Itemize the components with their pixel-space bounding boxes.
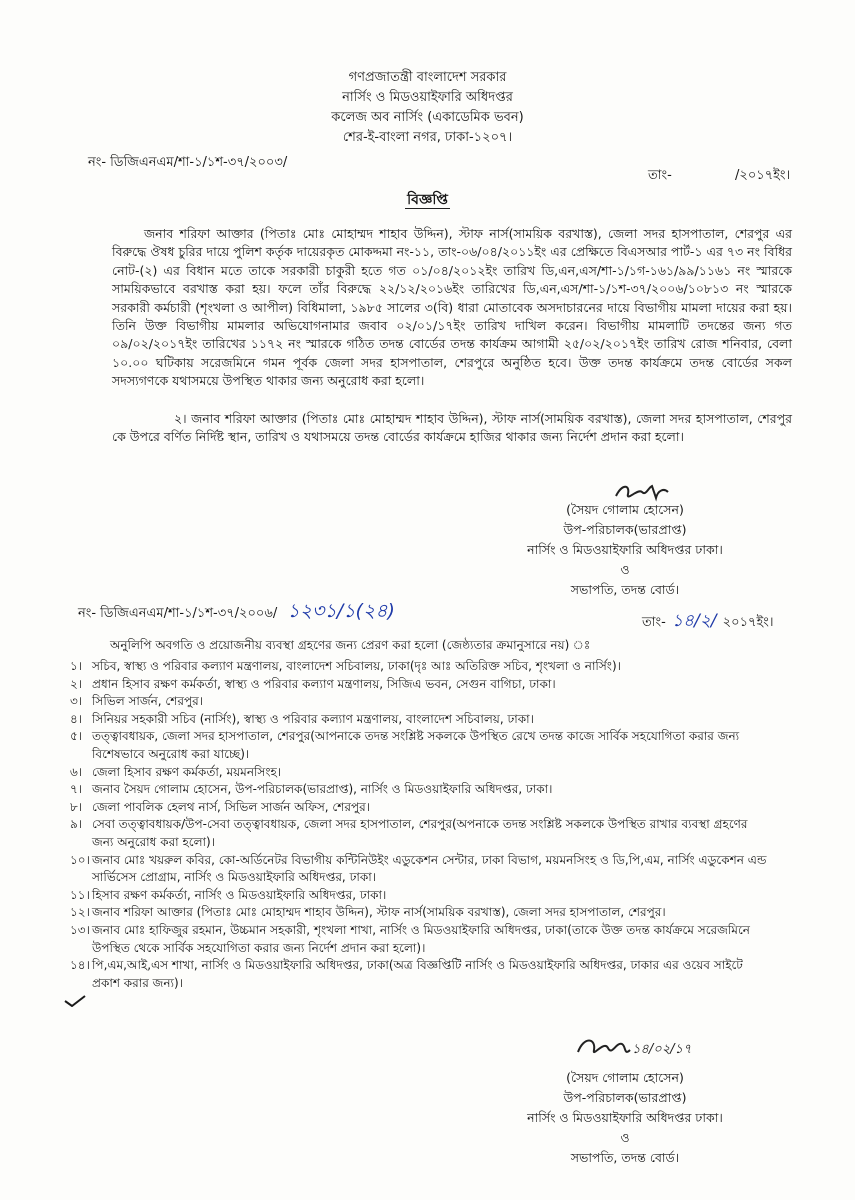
- copy-recipient-item: [70, 852, 770, 887]
- notice-paragraph-2: ২। জনাব শরিফা আক্তার (পিতাঃ মোঃ মোহাম্মদ শাহাব উদ্দিন), স্টাফ নার্স(সাময়িক বরখাস্ত), জেলা সদর হাসপাতাল, শেরপুর কে উপরে বর্ণিত নির্দিষ্ট স্থান, তারিখ ও যথাসময়ে তদন্ত বোর্ডের কার্যক্রমে হাজির থাকার জন্য নির্দেশ প্রদান করা হলো।: [112, 411, 792, 445]
- copy-recipient-text: সচিব, স্বাস্থ্য ও পরিবার কল্যাণ মন্ত্রণালয়, বাংলাদেশ সচিবালয়, ঢাকা(দৃঃ আঃ অতিরিক্ত সচিব, শৃংখলা ও নার্সিং)।: [92, 659, 621, 673]
- copy-recipient-item: [70, 957, 770, 992]
- copy-recipient-item: [70, 887, 770, 905]
- copy-recipient-item: [70, 693, 770, 711]
- copy-recipient-number: ৫।: [70, 729, 83, 744]
- copy-recipient-text: জনাব সৈয়দ গোলাম হোসেন, উপ-পরিচালক(ভারপ্রাপ্ত), নার্সিং ও মিডওয়াইফারি অধিদপ্তর, ঢাকা।: [92, 782, 553, 797]
- copy-recipient-text: জনাব শরিফা আক্তার (পিতাঃ মোঃ মোহাম্মদ শাহাব উদ্দিন), স্টাফ নার্স(সাময়িক বরখাস্ত), জেলা সদর হাসপাতাল, শেরপুর।: [92, 905, 666, 920]
- copy-recipient-number: ১০।: [70, 852, 90, 867]
- office-header: [0, 68, 855, 148]
- copy-recipient-item: [70, 728, 770, 763]
- copy-memo-date: [642, 612, 773, 632]
- copy-recipient-number: ৮।: [70, 799, 83, 814]
- copy-recipient-text: প্রধান হিসাব রক্ষণ কর্মকর্তা, স্বাস্থ্য ও পরিবার কল্যাণ মন্ত্রণালয়, সিজিএ ভবন, সেগুন বাগিচা, ঢাকা।: [92, 676, 556, 691]
- copy-recipient-list: [70, 658, 770, 992]
- copy-recipient-number: ১১।: [70, 887, 90, 902]
- signature-block-1: [520, 500, 730, 600]
- copy-recipient-number: ১।: [70, 659, 83, 673]
- header-line-directorate: নার্সিং ও মিডওয়াইফারি অধিদপ্তর: [342, 90, 513, 105]
- signatory-role: সভাপতি, তদন্ত বোর্ড।: [570, 582, 680, 597]
- checkmark-icon: [64, 995, 86, 1007]
- copy-recipient-item: [70, 764, 770, 782]
- signatory-2-office: নার্সিং ও মিডওয়াইফারি অধিদপ্তর ঢাকা।: [527, 1110, 723, 1125]
- memo-date-value: /২০১৭ইং।: [735, 168, 791, 183]
- signatory-designation: উপ-পরিচালক(ভারপ্রাপ্ত): [563, 522, 687, 537]
- copy-recipient-number: ১২।: [70, 905, 90, 920]
- copy-memo-printed-ref: নং- ডিজিএনএম/শা-১/১শ-৩৭/২০০৬/: [78, 606, 278, 621]
- copy-recipient-text: সিনিয়র সহকারী সচিব (নার্সিং), স্বাস্থ্য ও পরিবার কল্যাণ মন্ত্রণালয়, বাংলাদেশ সচিবালয়, ঢাকা।: [92, 711, 534, 726]
- copy-recipient-text: তত্ত্বাবধায়ক, জেলা সদর হাসপাতাল, শেরপুর(আপনাকে তদন্ত সংশ্লিষ্ট সকলকে উপস্থিত রেখে তদন্ত কাজে সার্বিক সহযোগিতা করার জন্য বিশেষভাবে অনুরোধ করা যাচ্ছে)।: [92, 729, 740, 761]
- copy-recipient-text: জনাব মোঃ হাফিজুর রহমান, উচ্চমান সহকারী, শৃংখলা শাখা, নার্সিং ও মিডওয়াইফারি অধিদপ্তর, ঢাকা(তাকে উক্ত তদন্ত কার্যক্রমে সরেজমিনে উপস্থিত থেকে সার্বিক সহযোগিতা করার জন্য নির্দেশ প্রদান করা হলো)।: [92, 922, 750, 955]
- copy-recipient-text: জেলা হিসাব রক্ষণ কর্মকর্তা, ময়মনসিংহ।: [92, 764, 282, 779]
- memo-reference: নং- ডিজিএনএম/শা-১/১শ-৩৭/২০০৩/: [88, 155, 288, 170]
- copy-memo-handwritten-ref: ১২৩১/১(২৪): [287, 600, 395, 622]
- header-line-address: শের-ই-বাংলা নগর, ঢাকা-১২০৭।: [342, 130, 513, 145]
- notice-title: বিজ্ঞপ্তি: [407, 192, 448, 208]
- copy-recipient-number: ৭।: [70, 782, 83, 797]
- copy-recipient-text: পি,এম,আই,এস শাখা, নার্সিং ও মিডওয়াইফারি অধিদপ্তর, ঢাকা(অত্র বিজ্ঞপ্তিটি নার্সিং ও মিডওয়াইফারি অধিদপ্তর, ঢাকার এর ওয়েব সাইটে প্রকাশ করার জন্য)।: [92, 958, 743, 990]
- signatory-2-and: ও: [620, 1130, 630, 1145]
- copy-memo-reference: [78, 602, 395, 623]
- signatory-2-name: (সৈয়দ গোলাম হোসেন): [566, 1070, 684, 1085]
- copy-recipient-item: [70, 781, 770, 799]
- copy-recipient-number: ৪।: [70, 711, 83, 726]
- copy-recipient-text: সেবা তত্ত্বাবধায়ক/উপ-সেবা তত্ত্বাবধায়ক, জেলা সদর হাসপাতাল, শেরপুর(অপনাকে তদন্ত সংশ্লিষ্ট সকলকে উপস্থিত রাখার ব্যবস্থা গ্রহণের জন্য অনুরোধ করা হলো)।: [92, 817, 748, 849]
- memo-date-label: তাং-: [648, 168, 672, 183]
- copy-recipient-number: ২।: [70, 676, 83, 691]
- signatory-office: নার্সিং ও মিডওয়াইফারি অধিদপ্তর ঢাকা।: [527, 542, 723, 557]
- header-line-college: কলেজ অব নার্সিং (একাডেমিক ভবন): [331, 110, 524, 125]
- copy-recipient-text: জেলা পাবলিক হেলথ নার্স, সিভিল সার্জন অফিস, শেরপুর।: [92, 799, 370, 814]
- notice-paragraph-1: জনাব শরিফা আক্তার (পিতাঃ মোঃ মোহাম্মদ শাহাব উদ্দিন), স্টাফ নার্স(সাময়িক বরখাস্ত), জেলা সদর হাসপাতাল, শেরপুর এর বিরুদ্ধে ঔষধ চুরির দায়ে পুলিশ কর্তৃক দায়েরকৃত মোকদ্দমা নং-১১, তাং-০৬/০৪/২০১১ইং এর প্রেক্ষিতে বিএসআর পার্ট-১ এর ৭৩ নং বিধির নোট-(২) এর বিধান মতে তাকে সরকারী চাকুরী হতে গত ০১/০৪/২০১২ইং তারিখ ডি,এন,এস/শা-১/১গ-১৬১/৯৯/১১৬১ নং স্মারকে সাময়িকভাবে বরখাস্ত করা হয়। ফলে তাঁর বিরুদ্ধে ২২/১২/২০১৬ইং তারিখের ডি,এন,এস/শা-১/১শ-৩৭/২০০৬/১০৮১৩ নং স্মারকে সরকারী কর্মচারী (শৃংখলা ও আপীল) বিধিমালা, ১৯৮৫ সালের ৩(বি) ধারা মোতাবেক অসদাচারনের দায়ে বিভাগীয় মামলা দায়ের করা হয়। তিনি উক্ত বিভাগীয় মামলার অভিযোগনামার জবাব ০২/০১/১৭ইং তারিখ দাখিল করেন। বিভাগীয় মামলাটি তদন্তের জন্য গত ০৯/০২/২০১৭ইং তারিখের ১১৭২ নং স্মারকে গঠিত তদন্ত বোর্ডের তদন্ত কার্যক্রম আগামী ২৫/০২/২০১৭ইং তারিখ রোজ শনিবার, বেলা ১০.০০ ঘটিকায় সরেজমিনে গমন পূর্বক জেলা সদর হাসপাতাল, শেরপুরে অনুষ্ঠিত হবে। উক্ত তদন্ত কার্যক্রমে তদন্ত বোর্ডের সকল সদস্যগণকে যথাসময়ে উপস্থিত থাকার জন্য অনুরোধ করা হলো।: [112, 226, 792, 389]
- copy-recipient-item: [70, 816, 770, 851]
- signatory-name: (সৈয়দ গোলাম হোসেন): [566, 502, 684, 517]
- copy-intro: অনুলিপি অবগতি ও প্রয়োজনীয় ব্যবস্থা গ্রহণের জন্য প্রেরণ করা হলো (জেষ্ঠ্যতার ক্রমানুসারে নয়) ঃ: [110, 638, 591, 652]
- copy-recipient-item: [70, 904, 770, 922]
- signature-block-2: [520, 1068, 730, 1168]
- copy-recipient-number: ১৩।: [70, 922, 90, 937]
- copy-recipient-item: [70, 799, 770, 817]
- header-line-government: গণপ্রজাতন্ত্রী বাংলাদেশ সরকার: [348, 70, 507, 85]
- signatory-and: ও: [620, 562, 630, 577]
- copy-recipient-item: [70, 676, 770, 694]
- signatory-2-role: সভাপতি, তদন্ত বোর্ড।: [570, 1150, 680, 1165]
- copy-memo-date-handwritten: ১৪/২/: [671, 611, 717, 631]
- copy-recipient-item: [70, 658, 770, 676]
- copy-recipient-item: [70, 711, 770, 729]
- copy-recipient-item: [70, 922, 770, 957]
- copy-recipient-number: ৬।: [70, 764, 83, 779]
- copy-recipient-text: সিভিল সার্জন, শেরপুর।: [92, 694, 204, 709]
- signatory-2-designation: উপ-পরিচালক(ভারপ্রাপ্ত): [563, 1090, 687, 1105]
- signature-2-handwritten-date: ১৪/০২/১৭: [632, 1042, 692, 1057]
- copy-recipient-number: ১৪।: [70, 958, 90, 973]
- copy-memo-date-label: তাং-: [642, 615, 666, 630]
- copy-memo-date-suffix: ২০১৭ইং।: [722, 615, 774, 630]
- copy-recipient-number: ৩।: [70, 694, 83, 709]
- copy-recipient-number: ৯।: [70, 817, 83, 832]
- copy-recipient-text: জনাব মোঃ খয়রুল কবির, কো-অর্ডিনেটর বিভাগীয় কন্টিনিউইং এডুকেশন সেন্টার, ঢাকা বিভাগ, ময়মনসিংহ ও ডি,পি,এম, নার্সিং এডুকেশন এন্ড সার্ভিসেস প্রোগ্রাম, নার্সিং ও মিডওয়াইফারি অধিদপ্তর, ঢাকা।: [92, 852, 767, 885]
- copy-recipient-text: হিসাব রক্ষণ কর্মকর্তা, নার্সিং ও মিডওয়াইফারি অধিদপ্তর, ঢাকা।: [92, 887, 387, 902]
